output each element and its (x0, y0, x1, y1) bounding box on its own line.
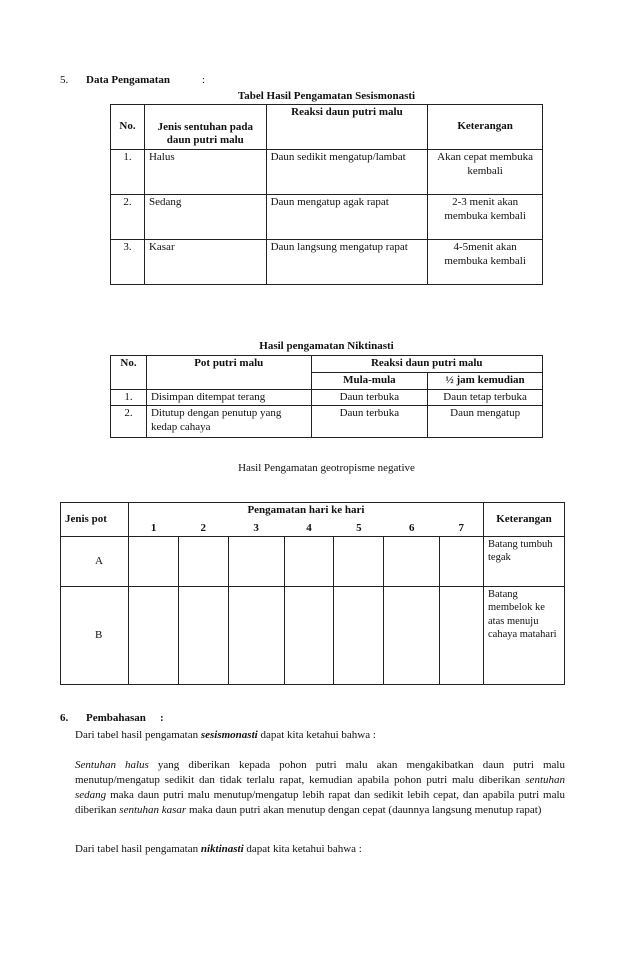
cell-pot: A (61, 537, 129, 587)
cell-day (228, 587, 284, 685)
cell-setengah: Daun tetap terbuka (428, 389, 543, 406)
intro-text: dapat kita ketahui bahwa : (260, 729, 376, 741)
header-reaksi: Reaksi daun putri malu (266, 105, 428, 150)
cell-keterangan: Batang tumbuh tegak (484, 537, 565, 587)
header-pot: Pot putri malu (146, 356, 311, 390)
cell-day (178, 537, 228, 587)
cell-mula: Daun terbuka (311, 389, 428, 406)
cell-no: 3. (111, 240, 145, 285)
cell-day (440, 587, 484, 685)
header-day: 2 (178, 521, 228, 537)
section-colon: : (160, 712, 164, 724)
section-colon: : (202, 74, 206, 86)
term-sentuhan-sedang: sentuhan sedang (75, 774, 566, 801)
header-jenis-pot: Jenis pot (61, 503, 129, 537)
header-day: 3 (228, 521, 284, 537)
cell-keterangan: 2-3 menit akan membuka kembali (428, 195, 543, 240)
cell-no: 1. (111, 150, 145, 195)
cell-day (440, 537, 484, 587)
cell-pot: Disimpan ditempat terang (146, 389, 311, 406)
table2-title: Hasil pengamatan Niktinasti (259, 340, 394, 352)
table-row (111, 406, 543, 438)
header-reaksi: Reaksi daun putri malu (311, 356, 543, 373)
cell-day (334, 537, 384, 587)
cell-reaksi: Daun langsung mengatup rapat (266, 240, 428, 285)
term-sentuhan-halus: Sentuhan halus (75, 759, 149, 771)
table3-title: Hasil Pengamatan geotropisme negative (238, 462, 415, 474)
cell-keterangan: 4-5menit akan membuka kembali (428, 240, 543, 285)
term-sentuhan-kasar: sentuhan kasar (119, 804, 187, 816)
cell-keterangan: Batang membelok ke atas menuju cahaya matahari (484, 587, 565, 685)
header-pengamatan: Pengamatan hari ke hari (128, 503, 483, 521)
cell-day (334, 587, 384, 685)
header-keterangan: Keterangan (484, 503, 565, 537)
section-number: 6. (60, 712, 69, 724)
intro-niktinasti (75, 842, 565, 857)
cell-day (384, 587, 440, 685)
header-day: 7 (440, 521, 484, 537)
table-niktinasti (110, 355, 543, 438)
header-day: 5 (334, 521, 384, 537)
section-heading: Data Pengamatan (86, 74, 171, 86)
intro-text: Dari tabel hasil pengamatan (75, 843, 199, 855)
table-row (111, 150, 543, 195)
cell-jenis: Sedang (144, 195, 266, 240)
cell-no: 1. (111, 389, 147, 406)
cell-mula: Daun terbuka (311, 406, 428, 438)
intro-sesismonasti (75, 728, 565, 743)
term-sesismonasti: sesismonasti (200, 729, 258, 741)
cell-day (128, 537, 178, 587)
cell-no: 2. (111, 406, 147, 438)
table-geotropisme (60, 502, 565, 685)
intro-text: Dari tabel hasil pengamatan (75, 729, 199, 741)
cell-pot: Ditutup dengan penutup yang kedap cahaya (146, 406, 311, 438)
cell-reaksi: Daun mengatup agak rapat (266, 195, 428, 240)
cell-day (228, 537, 284, 587)
header-setengah-jam: ½ jam kemudian (428, 372, 543, 389)
cell-day (384, 537, 440, 587)
cell-day (284, 587, 334, 685)
cell-day (178, 587, 228, 685)
header-jenis-sentuhan: Jenis sentuhan pada daun putri malu (144, 105, 266, 150)
table-row (61, 537, 565, 587)
header-day: 6 (384, 521, 440, 537)
table-row (111, 195, 543, 240)
header-day: 1 (128, 521, 178, 537)
term-niktinasti: niktinasti (200, 843, 244, 855)
header-mula-mula: Mula-mula (311, 372, 428, 389)
section-heading: Pembahasan (86, 712, 146, 724)
table1-title: Tabel Hasil Pengamatan Sesismonasti (237, 90, 416, 102)
cell-day (128, 587, 178, 685)
intro-text: dapat kita ketahui bahwa : (246, 843, 362, 855)
paragraph-text: maka daun putri malu menutup/mengatup lebih rapat dan sedikit lebih cepat, dan apabila putri malu diberikan (75, 789, 566, 816)
table-row (111, 389, 543, 406)
table-sesismonasti (110, 104, 543, 285)
header-no: No. (111, 105, 145, 150)
cell-jenis: Kasar (144, 240, 266, 285)
cell-day (284, 537, 334, 587)
header-keterangan: Keterangan (428, 105, 543, 150)
header-no: No. (111, 356, 147, 390)
cell-reaksi: Daun sedikit mengatup/lambat (266, 150, 428, 195)
cell-jenis: Halus (144, 150, 266, 195)
paragraph-pembahasan (75, 758, 565, 818)
cell-keterangan: Akan cepat membuka kembali (428, 150, 543, 195)
table-row (111, 240, 543, 285)
cell-no: 2. (111, 195, 145, 240)
table-row (61, 587, 565, 685)
section-number: 5. (60, 74, 69, 86)
cell-setengah: Daun mengatup (428, 406, 543, 438)
header-day: 4 (284, 521, 334, 537)
cell-pot: B (61, 587, 129, 685)
paragraph-text: maka daun putri akan menutup dengan cepat (daunnya langsung menutup rapat) (188, 804, 542, 816)
paragraph-text: yang diberikan kepada pohon putri malu akan mengakibatkan daun putri malu menutup/mengatup sedikit dan tidak terlalu rapat, kemudian apabila pohon putri malu diberikan (75, 759, 565, 786)
